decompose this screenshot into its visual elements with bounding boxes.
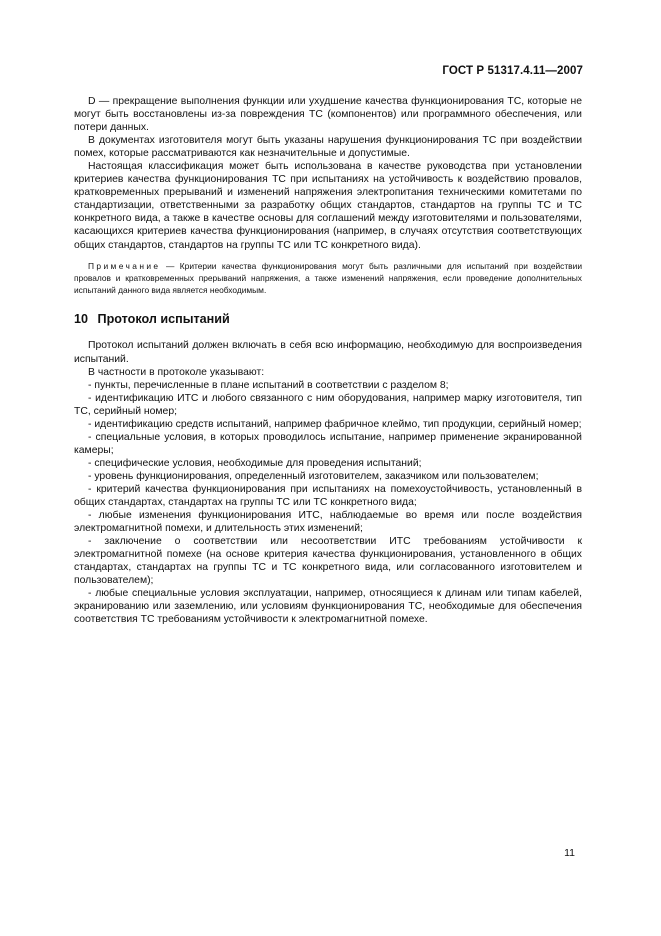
list-item: - любые специальные условия эксплуатации, например, относящиеся к длинам или типам кабелей, экранированию или заземлению, или условиям функционирования ТС, необходимые для обеспечения соответствия ТС требованиям устойчивости к электромагнитной помехе. (74, 588, 582, 626)
list-item: - идентификацию ИТС и любого связанного с ним оборудования, например марку изготовителя, тип ТС, серийный номер; (74, 392, 582, 417)
manufacturer-docs-paragraph: В документах изготовителя могут быть указаны нарушения функционирования ТС при воздействии помех, которые рассматриваются как незначительные и допустимые. (74, 135, 582, 160)
list-item: - уровень функционирования, определенный изготовителем, заказчиком или пользователем; (88, 470, 539, 482)
report-list-intro: В частности в протоколе указывают: (88, 366, 265, 378)
classification-paragraph: Настоящая классификация может быть использована в качестве руководства при установлении критериев качества функционирования ТС при испытаниях на устойчивость к воздействию провалов, кратковременных прерываний и изменений напряжения электропитания техническими комитетами по стандартизации, ответственными за разработку общих стандартов, стандартов на группы ТС и ТС конкретного вида, а также в качестве основы для соглашений между изготовителями и пользователями, касающихся критериев качества функционирования (например, в случаях отсутствия соответствующих общих стандартов, стандартов на группы ТС или ТС конкретного вида). (74, 161, 582, 251)
note-text: — Критерии качества функционирования могут быть различными для испытаний при воздействии провалов и кратковременных прерываний напряжения, а также изменений напряжения, если проведение дополнительных испытаний данного вида является необходимым. (74, 260, 582, 296)
section-heading (74, 311, 582, 327)
list-item: - идентификацию средств испытаний, например фабричное клеймо, тип продукции, серийный номер; (88, 418, 582, 430)
list-item: - любые изменения функционирования ИТС, наблюдаемые во время или после воздействия электромагнитной помехи, и длительность этих изменений; (74, 510, 582, 535)
report-intro-paragraph: Протокол испытаний должен включать в себя всю информацию, необходимую для воспроизведения испытаний. (74, 340, 582, 365)
list-item: - специфические условия, необходимые для проведения испытаний; (88, 457, 422, 469)
section-number: 10 (74, 312, 89, 327)
note-label: Примечание (88, 260, 161, 271)
page-number: 11 (564, 847, 575, 859)
page-content (74, 95, 582, 626)
list-item: - пункты, перечисленные в плане испытаний в соответствии с разделом 8; (88, 379, 449, 391)
list-item: - заключение о соответствии или несоответствии ИТС требованиям устойчивости к электромагнитной помехе (на основе критерия качества функционирования, установленного в общих стандартах, стандартах на группы ТС и ТС конкретного вида, или согласованного изготовителем и пользователем); (74, 536, 582, 587)
report-requirements-list (74, 379, 582, 627)
document-code: ГОСТ Р 51317.4.11—2007 (442, 65, 583, 77)
criterion-d-paragraph: D — прекращение выполнения функции или ухудшение качества функционирования ТС, которые не могут быть восстановлены из-за повреждения ТС (компонентов) или программного обеспечения, или потери данных. (74, 96, 582, 134)
list-item: - критерий качества функционирования при испытаниях на помехоустойчивость, установленный в общих стандартах, стандартах на группы ТС или ТС конкретного вида; (74, 483, 582, 509)
section-title: Протокол испытаний (97, 312, 230, 327)
list-item: - специальные условия, в которых проводилось испытание, например применение экранированной камеры; (74, 431, 582, 456)
note-paragraph (74, 260, 582, 297)
